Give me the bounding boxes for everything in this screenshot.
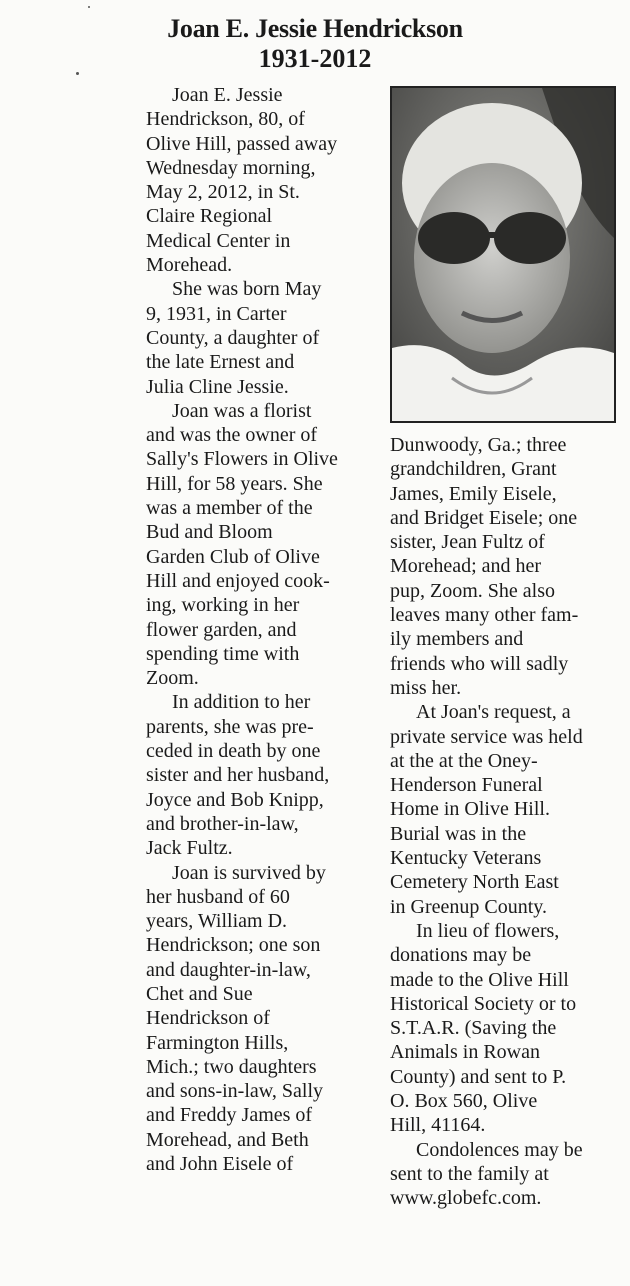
- text-line: Olive Hill, passed away: [146, 132, 338, 155]
- text-line: In lieu of flowers,: [416, 919, 560, 942]
- text-line: At Joan's request, a: [416, 701, 571, 724]
- text-line: Bud and Bloom: [146, 521, 273, 544]
- text-line: Dunwoody, Ga.; three: [390, 434, 567, 456]
- text-line: Animals in Rowan: [390, 1041, 540, 1064]
- text-line: miss her.: [390, 676, 462, 699]
- text-line: and brother-in-law,: [146, 812, 299, 835]
- text-line: and Bridget Eisele; one: [390, 506, 578, 529]
- obituary-years: 1931-2012: [258, 44, 372, 73]
- print-speck: [88, 6, 90, 8]
- text-line: in Greenup County.: [390, 895, 548, 918]
- right-text-column: [390, 433, 622, 1211]
- text-line: and Freddy James of: [146, 1104, 313, 1127]
- text-line: Joan is survived by: [172, 861, 326, 884]
- text-line: and daughter-in-law,: [146, 958, 311, 981]
- text-line: at the at the Oney-: [390, 749, 538, 772]
- text-line: spending time with: [146, 642, 300, 665]
- text-line: Medical Center in: [146, 229, 291, 252]
- text-line: Cemetery North East: [390, 871, 559, 894]
- text-line: ily members and: [390, 628, 524, 651]
- text-line: ceded in death by one: [146, 740, 321, 763]
- text-line: Burial was in the: [390, 822, 527, 845]
- obituary-title: Joan E. Jessie Hendrickson: [167, 14, 463, 43]
- text-line: Morehead.: [146, 254, 233, 277]
- text-line: and John Eisele of: [146, 1153, 294, 1176]
- text-line: Morehead, and Beth: [146, 1128, 309, 1151]
- text-line: Hendrickson of: [146, 1007, 270, 1030]
- text-line: Julia Cline Jessie.: [146, 375, 289, 398]
- text-line: Zoom.: [146, 667, 199, 690]
- text-line: Jack Fultz.: [146, 837, 233, 860]
- text-line: her husband of 60: [146, 885, 290, 908]
- text-line: Morehead; and her: [390, 555, 542, 578]
- text-line: Condolences may be: [416, 1138, 583, 1161]
- text-line: leaves many other fam-: [390, 604, 579, 627]
- text-line: James, Emily Eisele,: [390, 482, 557, 505]
- text-line: Joan was a florist: [172, 399, 312, 422]
- text-line: and sons-in-law, Sally: [146, 1080, 324, 1103]
- text-line: 9, 1931, in Carter: [146, 302, 287, 325]
- text-line: Hendrickson, 80, of: [146, 108, 305, 131]
- text-line: donations may be: [390, 944, 532, 967]
- text-line: Wednesday morning,: [146, 156, 316, 179]
- text-line: flower garden, and: [146, 618, 297, 641]
- text-line: Farmington Hills,: [146, 1031, 289, 1054]
- text-line: friends who will sadly: [390, 652, 569, 675]
- text-line: Hill, for 58 years. She: [146, 472, 323, 495]
- text-line: was a member of the: [146, 497, 313, 520]
- text-line: sent to the family at: [390, 1162, 549, 1185]
- text-line: May 2, 2012, in St.: [146, 181, 300, 204]
- text-line: County, a daughter of: [146, 326, 320, 349]
- text-line: parents, she was pre-: [146, 715, 314, 738]
- text-line: Hendrickson; one son: [146, 934, 321, 957]
- text-line: Mich.; two daughters: [146, 1055, 317, 1078]
- text-line: Hill and enjoyed cook-: [146, 569, 330, 592]
- text-line: made to the Olive Hill: [390, 968, 569, 991]
- obituary-header: [0, 14, 630, 74]
- text-line: www.globefc.com.: [390, 1187, 542, 1210]
- text-line: Joan E. Jessie: [172, 84, 283, 106]
- text-line: Garden Club of Olive: [146, 545, 320, 568]
- text-line: private service was held: [390, 725, 583, 748]
- text-line: and was the owner of: [146, 424, 318, 447]
- text-line: Sally's Flowers in Olive: [146, 448, 338, 471]
- portrait-photo: [390, 86, 616, 423]
- text-line: Home in Olive Hill.: [390, 798, 550, 821]
- text-line: Chet and Sue: [146, 982, 253, 1005]
- text-line: In addition to her: [172, 691, 311, 714]
- text-line: She was born May: [172, 278, 322, 301]
- text-line: sister and her husband,: [146, 764, 330, 787]
- text-line: County) and sent to P.: [390, 1065, 567, 1088]
- text-line: Kentucky Veterans: [390, 847, 542, 870]
- text-line: grandchildren, Grant: [390, 458, 557, 481]
- text-line: years, William D.: [146, 910, 288, 933]
- text-line: sister, Jean Fultz of: [390, 531, 545, 554]
- text-line: S.T.A.R. (Saving the: [390, 1017, 557, 1040]
- text-line: O. Box 560, Olive: [390, 1090, 538, 1113]
- text-line: Joyce and Bob Knipp,: [146, 788, 324, 811]
- text-line: Hill, 41164.: [390, 1114, 486, 1137]
- text-line: ing, working in her: [146, 594, 300, 617]
- print-speck: [76, 72, 79, 75]
- text-line: the late Ernest and: [146, 351, 295, 374]
- left-text-column: [146, 83, 378, 1176]
- text-line: Historical Society or to: [390, 992, 577, 1015]
- text-line: Henderson Funeral: [390, 774, 543, 797]
- text-line: pup, Zoom. She also: [390, 579, 555, 602]
- text-line: Claire Regional: [146, 205, 273, 228]
